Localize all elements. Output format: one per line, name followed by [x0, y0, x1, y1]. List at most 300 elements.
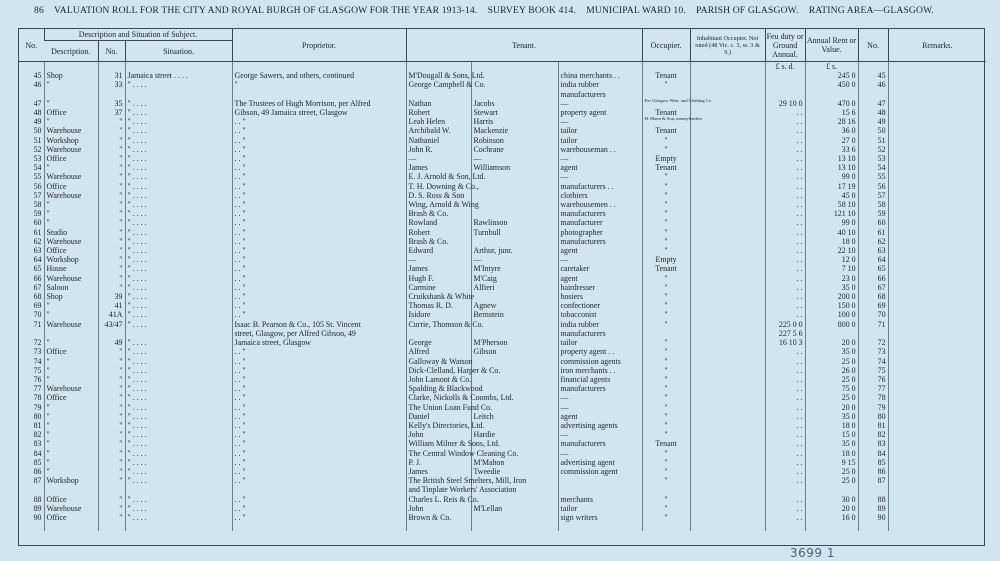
inhabitant-cell: [690, 403, 765, 412]
annual-rent-cell: 26 0: [805, 366, 858, 375]
feu-duty-cell: . .: [765, 200, 805, 209]
occupation-cell: —: [558, 172, 642, 181]
table-row: [19, 338, 986, 347]
table-row: [19, 136, 986, 145]
annual-rent-cell: 33 6: [805, 145, 858, 154]
inhabitant-cell: [690, 209, 765, 218]
street-number-cell: [98, 485, 125, 494]
table-row: [19, 228, 986, 237]
occupier-cell: ": [642, 366, 690, 375]
proprietor-cell: Isaac B. Pearson & Co., 105 St. Vincent: [232, 320, 406, 329]
row-number-cell: 65: [33, 264, 42, 274]
tenant-first-cell: The Union Loan Fund Co.: [406, 403, 471, 412]
tenant-first-cell: Brash & Co.: [406, 209, 471, 218]
tenant-first-cell: Edward: [406, 246, 471, 255]
proprietor-cell: . . ": [232, 255, 406, 264]
occupier-cell: ": [642, 412, 690, 421]
street-number-cell: ": [98, 117, 125, 126]
occupier-cell: Tenant: [642, 439, 690, 448]
street-number-cell: ": [98, 246, 125, 255]
inhabitant-cell: [690, 71, 765, 80]
table-row: [19, 237, 986, 246]
feu-duty-cell: . .: [765, 504, 805, 513]
inhabitant-cell: [690, 246, 765, 255]
description-cell: [44, 329, 98, 338]
row-number-right-cell: 62: [858, 237, 888, 246]
table-row: [19, 218, 986, 227]
remarks-cell: [888, 255, 986, 264]
annual-rent-cell: 25 0: [805, 357, 858, 366]
feu-duty-cell: . .: [765, 430, 805, 439]
tenant-last-cell: Alfieri: [471, 283, 558, 292]
annual-rent-cell: 99 0: [805, 218, 858, 227]
row-number-right-cell: 45: [858, 71, 888, 80]
row-number-right-cell: 58: [858, 200, 888, 209]
table-row: [19, 439, 986, 448]
row-number-right-cell: [858, 485, 888, 494]
row-number-cell: 77: [33, 384, 42, 394]
inhabitant-cell: [690, 310, 765, 319]
inhabitant-cell: [690, 163, 765, 172]
col-header-rent: Annual Rent or Value.: [805, 29, 858, 62]
occupation-cell: merchants: [558, 495, 642, 504]
tenant-first-cell: Hugh F.: [406, 274, 471, 283]
remarks-cell: [888, 366, 986, 375]
proprietor-cell: . . ": [232, 246, 406, 255]
table-row: [19, 126, 986, 135]
street-number-cell: ": [98, 476, 125, 485]
inhabitant-cell: [690, 458, 765, 467]
row-number-right-cell: 81: [858, 421, 888, 430]
row-number-right-cell: [858, 329, 888, 338]
feu-duty-cell: . .: [765, 108, 805, 117]
remarks-cell: [888, 430, 986, 439]
row-number-cell: 63: [33, 246, 42, 256]
row-number-cell: 56: [33, 181, 42, 191]
occupation-cell: —: [558, 393, 642, 402]
occupier-cell: [642, 485, 690, 494]
occupation-cell: agent: [558, 412, 642, 421]
tenant-last-cell: [471, 357, 558, 366]
inhabitant-cell: [690, 255, 765, 264]
tenant-first-cell: Kelly's Directories, Ltd.: [406, 421, 471, 430]
proprietor-cell: . . ": [232, 504, 406, 513]
feu-duty-cell: . .: [765, 384, 805, 393]
table-row: [19, 191, 986, 200]
feu-duty-cell: . .: [765, 228, 805, 237]
inhabitant-cell: [690, 357, 765, 366]
occupation-cell: tobacconist: [558, 310, 642, 319]
situation-cell: " . . . .: [125, 412, 232, 421]
occupation-cell: advertising agents: [558, 421, 642, 430]
remarks-cell: [888, 145, 986, 154]
street-number-cell: ": [98, 439, 125, 448]
proprietor-cell: . . ": [232, 449, 406, 458]
occupation-cell: warehouseman . .: [558, 145, 642, 154]
row-number-right-cell: 61: [858, 228, 888, 237]
proprietor-cell: ": [232, 80, 406, 89]
occupation-cell: hosiers: [558, 292, 642, 301]
tenant-first-cell: Daniel: [406, 412, 471, 421]
tenant-last-cell: [471, 90, 558, 99]
occupation-cell: sign writers: [558, 513, 642, 522]
occupier-cell: ": [642, 449, 690, 458]
annual-rent-cell: [805, 90, 858, 99]
row-number-cell: 83: [33, 439, 42, 449]
table-row: [19, 292, 986, 301]
occupier-cell: ": [642, 338, 690, 347]
street-number-cell: ": [98, 412, 125, 421]
annual-rent-cell: 18 0: [805, 449, 858, 458]
annual-rent-cell: 450 0: [805, 80, 858, 89]
feu-duty-cell: . .: [765, 458, 805, 467]
col-header-tenant: Tenant.: [406, 29, 642, 62]
annual-rent-cell: [805, 329, 858, 338]
municipal-ward: MUNICIPAL WARD 10.: [586, 5, 686, 16]
tenant-last-cell: M'Intyre: [471, 264, 558, 273]
occupier-cell: ": [642, 182, 690, 191]
remarks-cell: [888, 182, 986, 191]
street-number-cell: 35: [98, 99, 125, 108]
col-header-proprietor: Proprietor.: [232, 29, 406, 62]
remarks-cell: [888, 320, 986, 329]
feu-duty-cell: . .: [765, 218, 805, 227]
tenant-last-cell: Agnew: [471, 301, 558, 310]
situation-cell: " . . . .: [125, 237, 232, 246]
remarks-cell: [888, 264, 986, 273]
occupier-cell: ": [642, 310, 690, 319]
proprietor-cell: . . ": [232, 191, 406, 200]
feu-duty-cell: . .: [765, 366, 805, 375]
tenant-first-cell: Leah Helen: [406, 117, 471, 126]
street-number-cell: ": [98, 237, 125, 246]
proprietor-cell: . . ": [232, 393, 406, 402]
annual-rent-cell: 245 0: [805, 71, 858, 80]
feu-duty-cell: 225 0 0: [765, 320, 805, 329]
row-number-cell: 87: [33, 476, 42, 486]
remarks-cell: [888, 310, 986, 319]
annual-rent-cell: 18 0: [805, 237, 858, 246]
table-body: [19, 62, 986, 532]
tenant-last-cell: Tweedie: [471, 467, 558, 476]
annual-rent-cell: 13 10: [805, 163, 858, 172]
table-row: [19, 320, 986, 329]
inhabitant-cell: [690, 126, 765, 135]
annual-rent-cell: 27 0: [805, 136, 858, 145]
proprietor-cell: . . ": [232, 145, 406, 154]
row-number-cell: 69: [33, 301, 42, 311]
tenant-last-cell: M'Lellan: [471, 504, 558, 513]
description-cell: ": [44, 458, 98, 467]
description-cell: ": [44, 209, 98, 218]
description-cell: Office: [44, 154, 98, 163]
occupier-cell: Tenant: [642, 71, 690, 80]
table-row: [19, 108, 986, 117]
col-header-feu: Feu duty or Ground Annual.: [765, 29, 805, 62]
occupation-cell: india rubber: [558, 80, 642, 89]
row-number-right-cell: 85: [858, 458, 888, 467]
inhabitant-cell: [690, 136, 765, 145]
proprietor-cell: . . ": [232, 136, 406, 145]
street-number-cell: ": [98, 264, 125, 273]
remarks-cell: [888, 90, 986, 99]
tenant-first-cell: —: [406, 255, 471, 264]
situation-cell: " . . . .: [125, 310, 232, 319]
situation-cell: [125, 485, 232, 494]
row-number-cell: 82: [33, 430, 42, 440]
occupier-cell: ": [642, 513, 690, 522]
annual-rent-cell: 470 0: [805, 99, 858, 108]
situation-cell: " . . . .: [125, 467, 232, 476]
occupier-cell: ": [642, 292, 690, 301]
col-header-inhabitant: Inhabitant Occupier. Not rated (48 Vic. c. 3, ss. 3 & 9.): [690, 29, 765, 62]
feu-duty-cell: [765, 485, 805, 494]
proprietor-cell: . . ": [232, 228, 406, 237]
occupier-cell: ": [642, 458, 690, 467]
remarks-cell: [888, 237, 986, 246]
survey-book: SURVEY BOOK 414.: [487, 5, 576, 16]
row-number-right-cell: 74: [858, 357, 888, 366]
description-cell: ": [44, 163, 98, 172]
table-row: [19, 504, 986, 513]
occupation-cell: tailor: [558, 338, 642, 347]
annual-rent-cell: 15 0: [805, 430, 858, 439]
description-cell: Warehouse: [44, 237, 98, 246]
row-number-right-cell: 59: [858, 209, 888, 218]
proprietor-cell: . . ": [232, 375, 406, 384]
table-row: [19, 366, 986, 375]
row-number-right-cell: 53: [858, 154, 888, 163]
inhabitant-cell: [690, 338, 765, 347]
row-number-right-cell: 73: [858, 347, 888, 356]
proprietor-cell: . . ": [232, 430, 406, 439]
remarks-cell: [888, 126, 986, 135]
feu-duty-cell: . .: [765, 467, 805, 476]
row-number-right-cell: 50: [858, 126, 888, 135]
row-number-cell: 84: [33, 448, 42, 458]
row-number-cell: 50: [33, 126, 42, 136]
situation-cell: " . . . .: [125, 292, 232, 301]
remarks-cell: [888, 513, 986, 522]
street-number-cell: ": [98, 458, 125, 467]
description-cell: ": [44, 338, 98, 347]
occupation-cell: hairdresser: [558, 283, 642, 292]
tenant-first-cell: Rowland: [406, 218, 471, 227]
proprietor-cell: Jamaica street, Glasgow: [232, 338, 406, 347]
proprietor-cell: . . ": [232, 182, 406, 191]
street-number-cell: ": [98, 430, 125, 439]
tenant-last-cell: [471, 182, 558, 191]
inhabitant-cell: [690, 504, 765, 513]
occupier-cell: ": [642, 357, 690, 366]
inhabitant-cell: [690, 384, 765, 393]
col-header-number: No.: [98, 41, 125, 62]
table-row: [19, 154, 986, 163]
annual-rent-cell: 20 0: [805, 338, 858, 347]
street-number-cell: ": [98, 375, 125, 384]
row-number-cell: 74: [33, 356, 42, 366]
tenant-first-cell: John: [406, 430, 471, 439]
feu-duty-cell: [765, 71, 805, 80]
row-number-right-cell: 90: [858, 513, 888, 522]
tenant-first-cell: Currie, Thomson & Co.: [406, 320, 471, 329]
feu-duty-cell: . .: [765, 283, 805, 292]
occupier-cell: ": [642, 246, 690, 255]
row-number-right-cell: 72: [858, 338, 888, 347]
inhabitant-cell: [690, 182, 765, 191]
feu-duty-cell: 29 10 0: [765, 99, 805, 108]
situation-cell: " . . . .: [125, 403, 232, 412]
table-row: [19, 485, 986, 494]
feu-duty-cell: . .: [765, 476, 805, 485]
remarks-cell: [888, 449, 986, 458]
street-number-cell: ": [98, 154, 125, 163]
occupation-cell: iron merchants . .: [558, 366, 642, 375]
tenant-last-cell: [471, 495, 558, 504]
occupier-cell: Empty: [642, 154, 690, 163]
row-number-right-cell: 63: [858, 246, 888, 255]
street-number-cell: 31: [98, 71, 125, 80]
tenant-first-cell: Spalding & Blackwood: [406, 384, 471, 393]
feu-duty-cell: . .: [765, 393, 805, 402]
feu-duty-cell: . .: [765, 136, 805, 145]
tenant-last-cell: —: [471, 154, 558, 163]
occupier-cell: Tenant: [642, 163, 690, 172]
tenant-first-cell: Carmine: [406, 283, 471, 292]
annual-rent-cell: 20 0: [805, 504, 858, 513]
row-number-cell: [19, 485, 44, 494]
description-cell: ": [44, 301, 98, 310]
occupation-cell: manufacturers: [558, 439, 642, 448]
tenant-last-cell: Robinson: [471, 136, 558, 145]
remarks-cell: [888, 200, 986, 209]
tenant-first-cell: John Lamont & Co.: [406, 375, 471, 384]
tenant-first-cell: Robert: [406, 228, 471, 237]
tenant-first-cell: The British Steel Smelters, Mill, Iron: [406, 476, 471, 485]
feu-duty-cell: [765, 90, 805, 99]
row-number-right-cell: 46: [858, 80, 888, 89]
tenant-last-cell: [471, 384, 558, 393]
tenant-last-cell: M'Mahon: [471, 458, 558, 467]
street-number-cell: ": [98, 495, 125, 504]
feu-duty-cell: . .: [765, 439, 805, 448]
row-number-right-cell: 82: [858, 430, 888, 439]
tenant-last-cell: M'Pherson: [471, 338, 558, 347]
occupation-cell: —: [558, 403, 642, 412]
street-number-cell: 43/47: [98, 320, 125, 329]
situation-cell: " . . . .: [125, 264, 232, 273]
situation-cell: " . . . .: [125, 338, 232, 347]
annual-rent-cell: 35 0: [805, 347, 858, 356]
description-cell: Warehouse: [44, 274, 98, 283]
situation-cell: [125, 90, 232, 99]
table-row: [19, 430, 986, 439]
situation-cell: Jamaica street . . . .: [125, 71, 232, 80]
remarks-cell: [888, 393, 986, 402]
street-number-cell: ": [98, 449, 125, 458]
remarks-cell: [888, 154, 986, 163]
situation-cell: " . . . .: [125, 513, 232, 522]
description-cell: Office: [44, 108, 98, 117]
proprietor-cell: . . ": [232, 458, 406, 467]
tenant-first-cell: Brown & Co.: [406, 513, 471, 522]
inhabitant-cell: [690, 412, 765, 421]
page-number: 86: [34, 5, 44, 16]
description-cell: ": [44, 357, 98, 366]
feu-duty-cell: . .: [765, 347, 805, 356]
inhabitant-cell: [690, 264, 765, 273]
tenant-last-cell: Gibson: [471, 347, 558, 356]
annual-rent-cell: 16 0: [805, 513, 858, 522]
street-number-cell: ": [98, 366, 125, 375]
feu-duty-cell: . .: [765, 246, 805, 255]
rating-area: RATING AREA—GLASGOW.: [808, 5, 934, 16]
row-number-right-cell: 64: [858, 255, 888, 264]
situation-cell: " . . . .: [125, 209, 232, 218]
proprietor-cell: . . ": [232, 301, 406, 310]
tenant-last-cell: [471, 329, 558, 338]
street-number-cell: ": [98, 393, 125, 402]
proprietor-cell: . . ": [232, 384, 406, 393]
description-cell: ": [44, 403, 98, 412]
remarks-cell: [888, 117, 986, 126]
feu-duty-cell: . .: [765, 117, 805, 126]
annual-rent-cell: 15 6: [805, 108, 858, 117]
situation-cell: " . . . .: [125, 136, 232, 145]
situation-cell: " . . . .: [125, 504, 232, 513]
description-cell: Warehouse: [44, 172, 98, 181]
tenant-first-cell: The Central Window Cleaning Co.: [406, 449, 471, 458]
row-number-right-cell: 69: [858, 301, 888, 310]
annual-rent-cell: 12 0: [805, 255, 858, 264]
remarks-cell: [888, 504, 986, 513]
description-cell: Studio: [44, 228, 98, 237]
remarks-cell: [888, 467, 986, 476]
proprietor-cell: . . ": [232, 357, 406, 366]
inhabitant-cell: [690, 292, 765, 301]
proprietor-cell: . . ": [232, 421, 406, 430]
annual-rent-cell: 30 0: [805, 495, 858, 504]
tenant-first-cell: James: [406, 264, 471, 273]
proprietor-cell: . . ": [232, 495, 406, 504]
description-cell: ": [44, 412, 98, 421]
feu-duty-cell: . .: [765, 172, 805, 181]
situation-cell: " . . . .: [125, 301, 232, 310]
annual-rent-cell: 800 0: [805, 320, 858, 329]
feu-units: £ s. d.: [765, 62, 805, 72]
occupation-cell: confectioner: [558, 301, 642, 310]
street-number-cell: ": [98, 384, 125, 393]
remarks-cell: [888, 163, 986, 172]
remarks-cell: [888, 274, 986, 283]
inhabitant-cell: [690, 421, 765, 430]
row-number-cell: 81: [33, 420, 42, 430]
annual-rent-cell: 18 0: [805, 421, 858, 430]
situation-cell: " . . . .: [125, 182, 232, 191]
street-number-cell: ": [98, 182, 125, 191]
tenant-first-cell: Robert: [406, 108, 471, 117]
tenant-first-cell: Nathaniel: [406, 136, 471, 145]
occupier-cell: For Glasgow West. and Clothing Co.: [642, 99, 690, 108]
proprietor-cell: . . ": [232, 172, 406, 181]
situation-cell: " . . . .: [125, 274, 232, 283]
row-number-cell: 52: [33, 144, 42, 154]
remarks-cell: [888, 329, 986, 338]
table-row: [19, 329, 986, 338]
occupier-cell: ": [642, 403, 690, 412]
valuation-table: [19, 29, 986, 531]
proprietor-cell: . . ": [232, 513, 406, 522]
